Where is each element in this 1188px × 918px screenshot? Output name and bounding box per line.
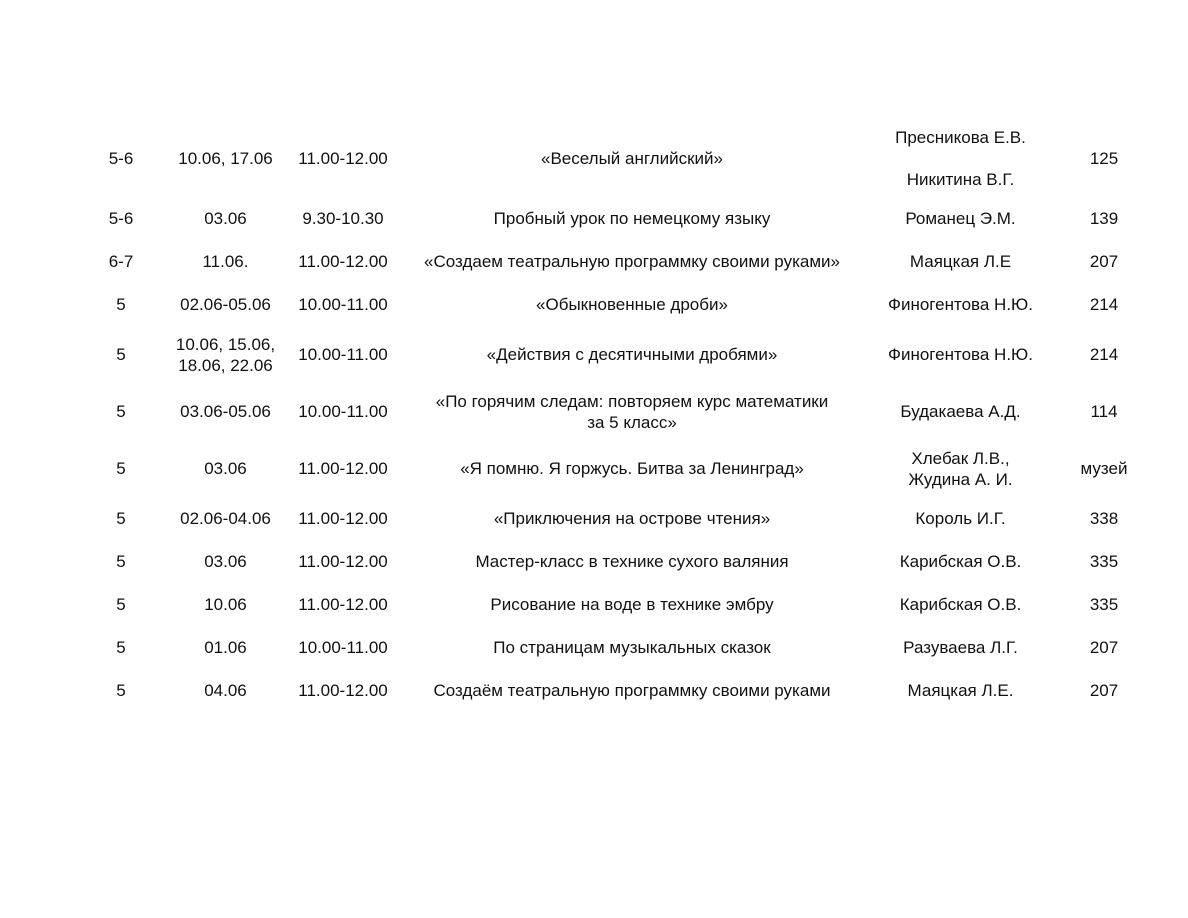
teacher-line: Романец Э.М.	[905, 209, 1016, 228]
table-row	[80, 326, 1154, 383]
teacher-cell	[867, 383, 1054, 440]
teacher-line: Хлебак Л.В.,	[911, 448, 1010, 468]
title-line: «Обыкновенные дроби»	[536, 295, 728, 314]
grade-cell: 5	[116, 595, 126, 614]
time-cell: 10.00-11.00	[298, 638, 388, 657]
dates-cell	[162, 583, 289, 626]
title-cell	[397, 669, 867, 712]
teacher-cell	[867, 440, 1054, 497]
grade-cell: 5-6	[108, 209, 134, 228]
title-cell	[397, 326, 867, 383]
time-cell: 11.00-12.00	[298, 552, 388, 571]
title-line: Мастер-класс в технике сухого валяния	[475, 552, 789, 571]
title-line: «Создаем театральную программку своими руками»	[424, 252, 840, 271]
time-cell: 10.00-11.00	[298, 402, 388, 421]
dates-line: 02.06-04.06	[180, 509, 271, 528]
dates-cell	[162, 540, 289, 583]
dates-cell	[162, 240, 289, 283]
teacher-line: Жудина А. И.	[908, 469, 1013, 489]
dates-cell	[162, 197, 289, 240]
dates-cell	[162, 119, 289, 197]
table-row	[80, 540, 1154, 583]
schedule-body	[80, 119, 1154, 712]
title-cell	[397, 240, 867, 283]
title-cell	[397, 583, 867, 626]
grade-cell: 5	[116, 459, 126, 478]
dates-line: 10.06	[204, 595, 247, 614]
title-cell	[397, 626, 867, 669]
title-line: «Приключения на острове чтения»	[493, 509, 771, 528]
dates-line: 04.06	[204, 681, 247, 700]
title-cell	[397, 283, 867, 326]
teacher-cell	[867, 326, 1054, 383]
grade-cell: 5	[116, 638, 126, 657]
title-cell	[397, 540, 867, 583]
table-row	[80, 440, 1154, 497]
title-line: По страницам музыкальных сказок	[493, 638, 771, 657]
title-cell	[397, 119, 867, 197]
teacher-line: Карибская О.В.	[899, 595, 1022, 614]
time-cell: 10.00-11.00	[298, 345, 388, 364]
dates-line: 18.06, 22.06	[178, 355, 273, 375]
dates-line: 03.06	[204, 459, 247, 478]
time-cell: 11.00-12.00	[298, 509, 388, 528]
title-line: «Я помню. Я горжусь. Битва за Ленинград»	[460, 459, 804, 478]
grade-cell: 5	[116, 402, 126, 421]
grade-cell: 5	[116, 509, 126, 528]
teacher-cell	[867, 669, 1054, 712]
table-row	[80, 669, 1154, 712]
dates-line: 11.06.	[202, 252, 249, 271]
table-row	[80, 583, 1154, 626]
grade-cell: 5	[116, 552, 126, 571]
teacher-line: Разуваева Л.Г.	[903, 638, 1018, 657]
grade-cell: 5	[116, 345, 126, 364]
teacher-cell	[867, 197, 1054, 240]
title-line: Пробный урок по немецкому языку	[493, 209, 771, 228]
title-cell	[397, 383, 867, 440]
room-cell: 114	[1090, 402, 1118, 421]
room-cell: 338	[1089, 509, 1119, 528]
teacher-line: Карибская О.В.	[899, 552, 1022, 571]
teacher-cell	[867, 119, 1054, 197]
teacher-line: Маяцкая Л.Е.	[907, 681, 1014, 700]
teacher-line: Никитина В.Г.	[906, 169, 1015, 189]
teacher-cell	[867, 240, 1054, 283]
dates-line: 03.06	[204, 209, 247, 228]
teacher-line: Финогентова Н.Ю.	[888, 295, 1033, 314]
room-cell: 207	[1089, 252, 1119, 271]
dates-cell	[162, 497, 289, 540]
time-cell: 11.00-12.00	[298, 252, 388, 271]
title-cell	[397, 497, 867, 540]
teacher-line: Будакаева А.Д.	[900, 402, 1021, 421]
dates-line: 03.06-05.06	[180, 402, 271, 421]
time-cell: 9.30-10.30	[302, 209, 384, 228]
dates-line: 03.06	[204, 552, 247, 571]
room-cell: 207	[1089, 638, 1119, 657]
time-cell: 11.00-12.00	[298, 148, 388, 168]
schedule-table	[80, 119, 1154, 712]
title-line: «Веселый английский»	[541, 148, 723, 168]
dates-cell	[162, 440, 289, 497]
dates-cell	[162, 326, 289, 383]
teacher-line: Маяцкая Л.Е	[909, 252, 1012, 271]
title-cell	[397, 440, 867, 497]
teacher-line: Пресникова Е.В.	[895, 127, 1026, 147]
dates-line: 10.06, 17.06	[178, 148, 273, 168]
title-line: «Действия с десятичными дробями»	[486, 345, 778, 364]
room-cell: 125	[1089, 148, 1119, 168]
time-cell: 11.00-12.00	[298, 681, 388, 700]
table-row	[80, 383, 1154, 440]
title-cell	[397, 197, 867, 240]
teacher-cell	[867, 283, 1054, 326]
title-line: Создаём театральную программку своими руками	[433, 681, 831, 700]
room-cell: 207	[1089, 681, 1119, 700]
room-cell: музей	[1080, 459, 1128, 478]
table-row	[80, 626, 1154, 669]
dates-cell	[162, 383, 289, 440]
grade-cell: 5-6	[108, 148, 134, 168]
dates-cell	[162, 626, 289, 669]
teacher-cell	[867, 583, 1054, 626]
time-cell: 11.00-12.00	[298, 595, 388, 614]
table-row	[80, 197, 1154, 240]
title-line: Рисование на воде в технике эмбру	[490, 595, 774, 614]
dates-line: 10.06, 15.06,	[175, 334, 276, 354]
title-line: за 5 класс»	[587, 412, 677, 432]
table-row	[80, 119, 1154, 197]
dates-line: 01.06	[204, 638, 247, 657]
time-cell: 11.00-12.00	[298, 459, 388, 478]
room-cell: 335	[1089, 552, 1119, 571]
teacher-cell	[867, 626, 1054, 669]
teacher-cell	[867, 540, 1054, 583]
teacher-line: Король И.Г.	[915, 509, 1006, 528]
grade-cell: 6-7	[108, 252, 134, 271]
teacher-line: Финогентова Н.Ю.	[888, 345, 1033, 364]
room-cell: 139	[1089, 209, 1119, 228]
teacher-cell	[867, 497, 1054, 540]
dates-cell	[162, 669, 289, 712]
table-row	[80, 240, 1154, 283]
dates-line: 02.06-05.06	[180, 295, 271, 314]
room-cell: 214	[1089, 345, 1119, 364]
grade-cell: 5	[116, 681, 126, 700]
table-row	[80, 283, 1154, 326]
grade-cell: 5	[116, 295, 126, 314]
room-cell: 214	[1089, 295, 1119, 314]
dates-cell	[162, 283, 289, 326]
title-line: «По горячим следам: повторяем курс математики	[435, 391, 829, 411]
table-row	[80, 497, 1154, 540]
room-cell: 335	[1089, 595, 1119, 614]
time-cell: 10.00-11.00	[298, 295, 388, 314]
